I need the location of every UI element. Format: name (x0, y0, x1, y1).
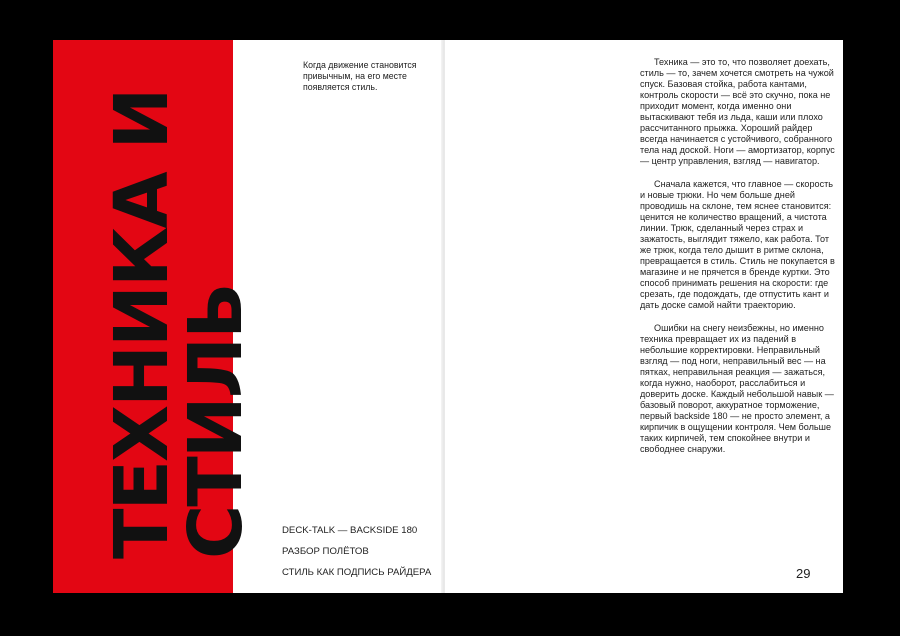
menu-item-deck-talk: DECK-TALK — BACKSIDE 180 (282, 525, 418, 536)
menu-item-style-signature: СТИЛЬ КАК ПОДПИСЬ РАЙДЕРА (282, 567, 432, 578)
paragraph: Ошибки на снегу неизбежны, но именно техника превращает их из падений в небольшие корректировки. Неправильный взгляд — под ноги, неправильный вес — на пятках, неправильная реакция — зажаться, когда нужно, наоборот, расслабиться и доверить доске. Каждый небольшой навык — базовый поворот, аккуратное торможение, первый backside 180 — не просто элемент, а кирпичик в ощущении контроля. Чем больше таких кирпичей, тем спокойнее внутри и свободнее снаружи. (640, 323, 834, 454)
page-number: 29 (796, 566, 811, 581)
section-menu (282, 525, 442, 588)
vertical-title (99, 89, 259, 559)
intro-text: Когда движение становится привычным, на его месте появляется стиль. (303, 60, 417, 92)
paragraph: Техника — это то, что позволяет доехать, стиль — то, зачем хочется смотреть на чужой спуск. Базовая стойка, работа кантами, контроль скорости — всё это скучно, пока не приходит момент, когда именно они вытаскивают тебя из льда, каши или плохо рассчитанного прыжка. Хороший райдер всегда начинается с устойчивого, собранного тела над доской. Ноги — амортизатор, корпус — центр управления, взгляд — навигатор. (640, 57, 835, 166)
menu-item-flight-review: РАЗБОР ПОЛЁТОВ (282, 546, 369, 557)
title-line-1: ТЕХНИКА И (99, 89, 185, 559)
paragraph: Сначала кажется, что главное — скорость и новые трюки. Но чем больше дней проводишь на склоне, тем яснее становится: ценится не количество вращений, а чистота линии. Трюк, сделанный через страх и зажатость, выглядит тяжело, как работа. Тот же трюк, когда тело дышит в ритме склона, превращается в стиль. Стиль не покупается в магазине и не прячется в бренде куртки. Это способ принимать решения на скорости: где срезать, где подождать, где отпустить кант и дать доске самой найти траекторию. (640, 179, 835, 310)
title-line-2: СТИЛЬ (173, 284, 259, 559)
left-page (53, 40, 443, 593)
right-page (445, 40, 843, 593)
magazine-spread (53, 40, 843, 593)
article-body (640, 57, 840, 467)
